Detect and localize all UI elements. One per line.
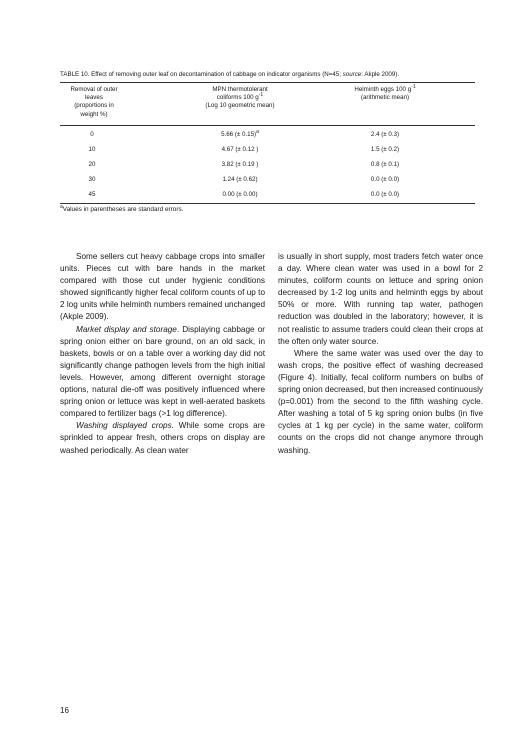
caption-prefix: TABLE 10. Effect of removing outer leaf on decontamination of cabbage on indicator organisms (N=45; <box>60 71 343 78</box>
header-removal-line: Removal of outer <box>70 86 118 93</box>
cell-removal: 10 <box>88 146 96 153</box>
cell-mpn: 1.24 (± 0.62) <box>222 176 258 183</box>
paragraph: Where the same water was used over the day to wash crops, the positive effect of washing decreased (Figure 4). Initially, fecal coliform numbers on bulbs of spring onion decreased, but then increased continuously (p=0.001) from the second to the fifth washing cycle. After washing a total of 5 kg spring onion bulbs (in five cycles at 1 kg per cycle) in the same water, coliform counts on the crops did not change anymore through washing. <box>278 348 483 455</box>
table-top-rule <box>60 82 475 83</box>
header-mpn-line: MPN thermotolerant <box>212 86 268 93</box>
cell-helminth: 0.0 (± 0.0) <box>370 176 400 183</box>
header-removal <box>60 86 128 119</box>
cell-removal: 0 <box>90 131 94 138</box>
body-left-column <box>60 251 265 457</box>
cell-mpn: 4.67 (± 0.12 ) <box>221 146 259 153</box>
page-number: 16 <box>60 706 69 715</box>
header-helminth-line: Helminth eggs 100 $g^{-1}$ <box>354 83 416 93</box>
header-helminth-line: (arithmetic mean) <box>360 94 410 102</box>
header-removal-line: leaves <box>85 94 103 102</box>
cell-helminth: 0.8 (± 0.1) <box>370 161 400 168</box>
header-mpn <box>185 86 295 111</box>
caption-suffix: : Akple 2009). <box>361 71 400 78</box>
caption-source-label: source <box>342 71 362 78</box>
cell-mpn: 5.66 (± 0.15)$^a$ <box>221 128 259 138</box>
header-mpn-line: (Log 10 geometric mean) <box>205 102 275 110</box>
cell-removal: 20 <box>88 161 96 168</box>
header-helminth <box>335 83 435 102</box>
paragraph-heading: Washing displayed crops <box>76 421 172 431</box>
paragraph: Washing displayed crops. While some crops are sprinkled to appear fresh, others crops on display are washed periodically. As clean water <box>60 421 265 455</box>
header-mpn-line: coliforms 100 $g^{-1}$ <box>216 92 264 102</box>
paragraph-heading: Market display and storage <box>76 324 177 334</box>
table-footnote: $^a$Values in parentheses are standard errors. <box>60 203 184 213</box>
cell-helminth: 2.4 (± 0.3) <box>370 131 400 138</box>
paragraph: Some sellers cut heavy cabbage crops into smaller units. Pieces cut with bare hands in the market compared with those cut under hygienic conditions showed significantly higher fecal coliform counts of up to 2 log units while helminth numbers remained unchanged (Akple 2009). <box>60 252 265 322</box>
cell-removal: 45 <box>88 191 96 198</box>
paragraph: is usually in short supply, most traders fetch water once a day. Where clean water was used in a bowl for 2 minutes, coliform counts on lettuce and spring onion decreased by 1-2 log units and helminth eggs by about 50% or more. With running tap water, pathogen reduction was doubled in the laboratory; however, it is not realistic to assume traders could clean their crops at the often only water source. <box>278 252 483 346</box>
cell-mpn: 0.00 (± 0.00) <box>222 191 258 198</box>
body-right-column <box>278 251 483 457</box>
table-caption <box>60 71 480 79</box>
table-header-rule <box>60 125 475 126</box>
cell-removal: 30 <box>88 176 96 183</box>
cell-helminth: 1.5 (± 0.2) <box>370 146 400 153</box>
header-removal-line: weight %) <box>80 110 108 118</box>
cell-mpn: 3.82 (± 0.19 ) <box>221 161 259 168</box>
paragraph: Market display and storage. Displaying cabbage or spring onion either on bare ground, on an old sack, in baskets, bowls or on a table over a working day did not significantly change pathogen levels from the high initial levels. However, among different overnight storage options, natural die-off was positively influenced where spring onion or lettuce was kept in well-aerated baskets compared to fertilizer bags (>1 log difference). <box>60 324 265 419</box>
cell-helminth: 0.0 (± 0.0) <box>370 191 400 198</box>
header-removal-line: (proportions in <box>74 102 114 110</box>
table-bottom-rule <box>60 203 475 204</box>
